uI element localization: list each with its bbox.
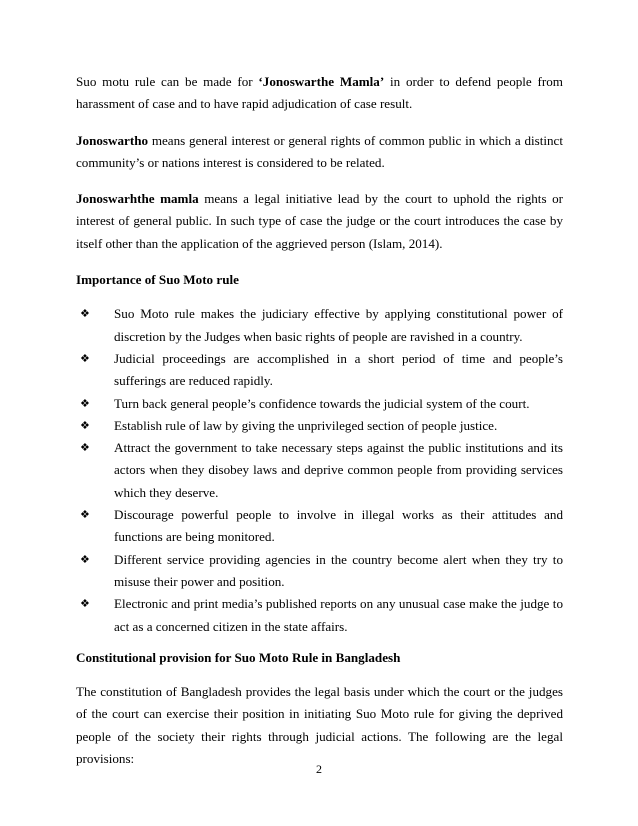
page-number: 2 xyxy=(316,762,322,776)
diamond-bullet-icon: ❖ xyxy=(80,308,90,321)
diamond-bullet-icon: ❖ xyxy=(80,509,90,522)
list-item-text: Discourage powerful people to involve in illegal works as their attitudes and functions are being monitored. xyxy=(114,507,563,545)
section-heading-constitutional-provision: Constitutional provision for Suo Moto Rule in Bangladesh xyxy=(76,649,401,665)
list-item xyxy=(76,593,563,638)
list-item-text: Judicial proceedings are accomplished in a short period of time and people’s sufferings are reduced rapidly. xyxy=(114,350,563,389)
paragraph-constitution: The constitution of Bangladesh provides the legal basis under which the court or the judges of the court can exercise their position in initiating Suo Moto rule for giving the deprived people of the society their rights through judicial actions. The following are the legal provisions: xyxy=(76,684,563,767)
paragraph-text: means a legal initiative lead by the court to uphold the rights or interest of general public. In such type of case the judge or the court introduces the case by itself other than the application of the aggrieved person (Islam, 2014). xyxy=(76,191,563,251)
list-item-text: Electronic and print media’s published reports on any unusual case make the judge to act as a concerned citizen in the state affairs. xyxy=(114,596,563,634)
list-item xyxy=(76,393,563,415)
paragraph-text: means general interest or general rights of common public in which a distinct community’s or nations interest is considered to be related. xyxy=(76,132,563,170)
list-item xyxy=(76,348,563,393)
diamond-bullet-icon: ❖ xyxy=(80,352,90,365)
paragraph-jonoswartho xyxy=(76,130,563,175)
list-item-text: Establish rule of law by giving the unprivileged section of people justice. xyxy=(114,417,498,433)
list-item-text: Turn back general people’s confidence towards the judicial system of the court. xyxy=(114,395,530,411)
paragraph-suo-motu xyxy=(76,71,563,116)
paragraph-jonoswarhthe-mamla xyxy=(76,188,563,255)
section-heading-importance: Importance of Suo Moto rule xyxy=(76,272,239,288)
list-item xyxy=(76,437,563,504)
list-item xyxy=(76,415,563,437)
list-item xyxy=(76,549,563,594)
list-item xyxy=(76,303,563,348)
list-item-text: Different service providing agencies in the country become alert when they try to misuse their power and position. xyxy=(114,551,563,589)
paragraph-text: Suo motu rule can be made for xyxy=(76,74,259,89)
bold-term: Jonoswartho xyxy=(76,132,149,148)
bold-term: Jonoswarhthe mamla xyxy=(76,191,199,207)
list-item-text: Suo Moto rule makes the judiciary effective by applying constitutional power of discretion by the Judges when basic rights of people are ravished in a country. xyxy=(114,306,563,344)
diamond-bullet-icon: ❖ xyxy=(80,419,90,432)
diamond-bullet-icon: ❖ xyxy=(80,598,90,611)
diamond-bullet-icon: ❖ xyxy=(80,397,90,410)
list-item-text: Attract the government to take necessary steps against the public institutions and its actors when they disobey laws and deprive common people from providing services which they deserve. xyxy=(114,440,563,500)
diamond-bullet-icon: ❖ xyxy=(80,553,90,566)
page-content xyxy=(76,71,563,770)
list-item xyxy=(76,504,563,549)
diamond-bullet-icon: ❖ xyxy=(80,442,90,455)
bold-term: ‘Jonoswarthe Mamla’ xyxy=(258,74,385,89)
paragraph-text: in order to defend people from harassment of case and to have rapid adjudication of case result. xyxy=(76,74,563,112)
importance-bullet-list xyxy=(76,303,563,637)
